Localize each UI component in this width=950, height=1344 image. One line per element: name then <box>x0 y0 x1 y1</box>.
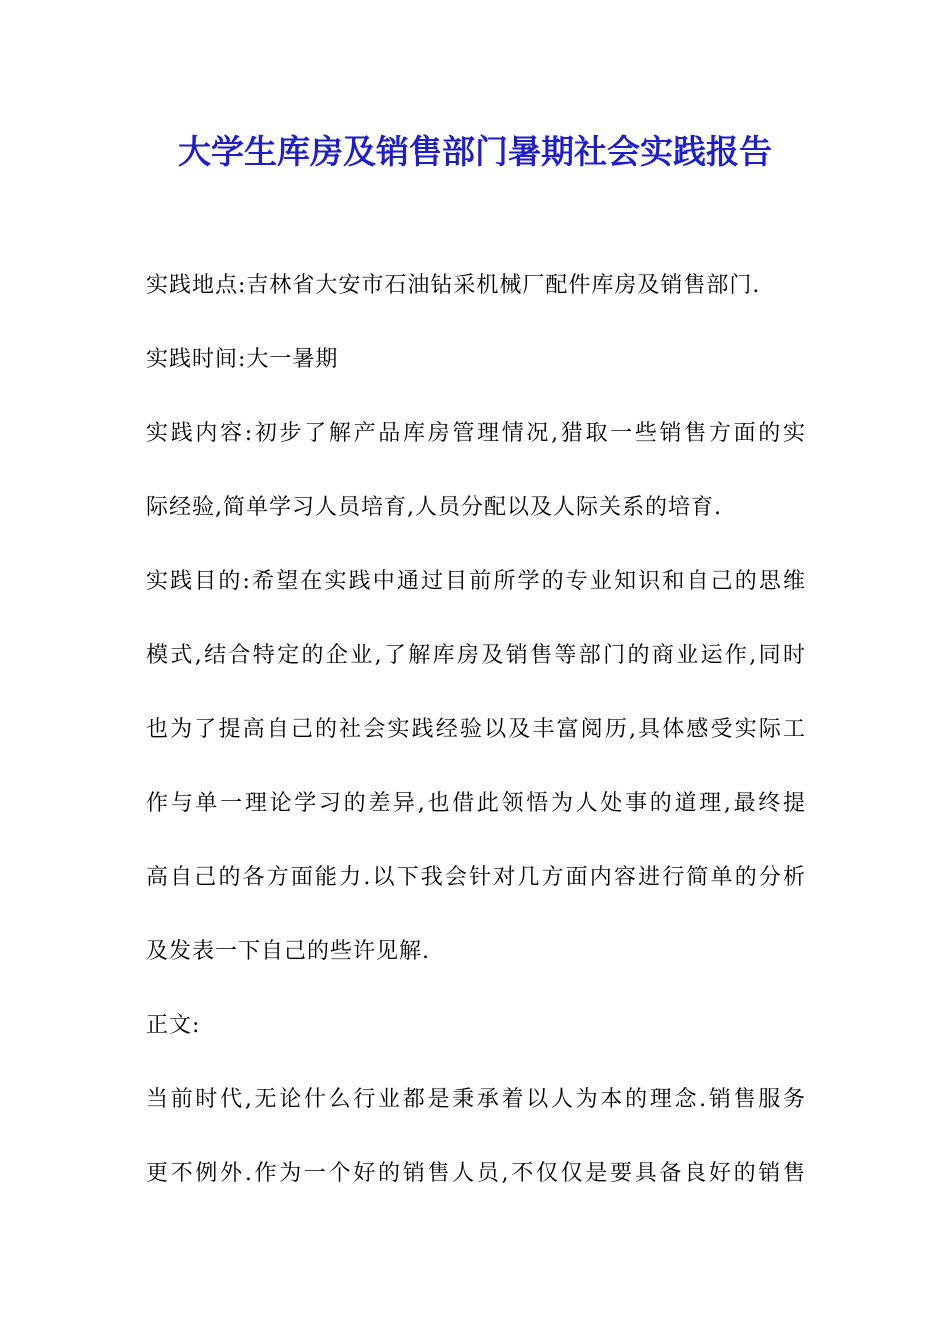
paragraph-line: 际经验,简单学习人员培育,人员分配以及人际关系的培育. <box>146 495 722 520</box>
paragraph-line: 更不例外.作为一个好的销售人员,不仅仅是要具备良好的销售 <box>146 1161 806 1186</box>
paragraph-line: 实践地点:吉林省大安市石油钻采机械厂配件库房及销售部门. <box>146 273 761 298</box>
paragraph-line: 作与单一理论学习的差异,也借此领悟为人处事的道理,最终提 <box>146 791 806 816</box>
paragraph-line: 实践目的:希望在实践中通过目前所学的专业知识和自己的思维 <box>146 569 806 594</box>
paragraph-line: 模式,结合特定的企业,了解库房及销售等部门的商业运作,同时 <box>146 643 806 668</box>
paragraph-line: 及发表一下自己的些许见解. <box>146 939 430 964</box>
document-title: 大学生库房及销售部门暑期社会实践报告 <box>178 132 772 171</box>
paragraph-line: 当前时代,无论什么行业都是秉承着以人为本的理念.销售服务 <box>146 1087 806 1112</box>
paragraph-line: 正文: <box>146 1013 201 1038</box>
paragraph-line: 也为了提高自己的社会实践经验以及丰富阅历,具体感受实际工 <box>146 717 806 742</box>
document-body <box>146 249 806 1211</box>
paragraph-line: 高自己的各方面能力.以下我会针对几方面内容进行简单的分析 <box>146 865 806 890</box>
paragraph-line: 实践时间:大一暑期 <box>146 347 339 372</box>
paragraph-line: 实践内容:初步了解产品库房管理情况,猎取一些销售方面的实 <box>146 421 806 446</box>
